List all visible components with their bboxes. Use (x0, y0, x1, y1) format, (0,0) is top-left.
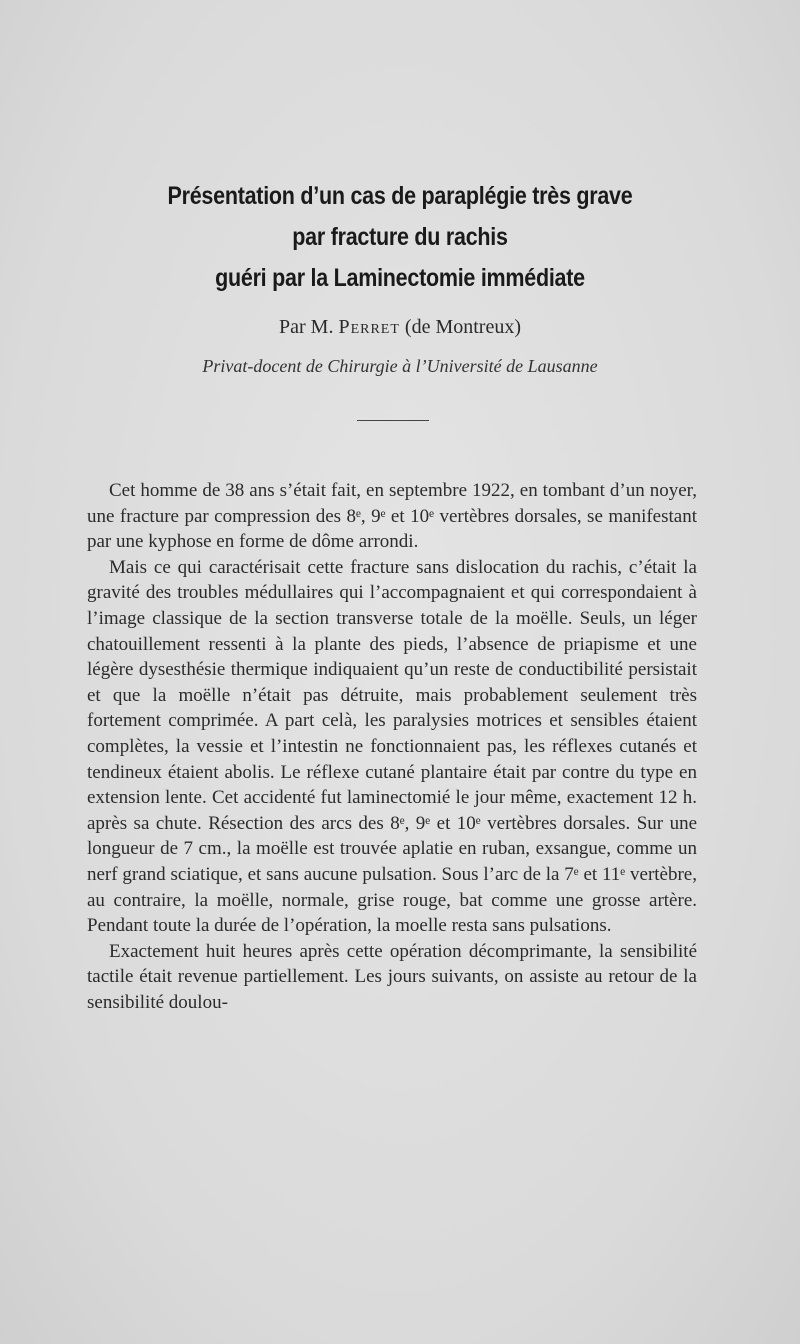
title-line-1: Présentation d’un cas de paraplégie très grave (167, 182, 633, 210)
author-suffix: (de Montreux) (399, 316, 521, 338)
paragraph-3: Exactement huit heures après cette opération décomprimante, la sensibilité tactile était revenue partiellement. Les jours suivants, on assiste au retour de la sensibilité doulou- (87, 940, 697, 1013)
paragraph-2: Mais ce qui caractérisait cette fracture sans dislocation du rachis, c’était la gravité des troubles médullaires qui l’accompagnaient et qui correspondaient à l’image classique de la section transverse totale de la moëlle. Seuls, un léger chatouillement ressenti à la plante des pieds, l’absence de priapisme et une légère dysesthésie thermique indiquaient qu’un reste de conductibilité persistait et que la moëlle n’était pas détruite, mais probablement seulement très fortement comprimée. A part celà, les paralysies motrices et sensibles étaient complètes, la vessie et l’intestin ne fonctionnaient pas, les réflexes cutanés et tendineux étaient abolis. Le réflexe cutané plantaire était par contre du type en extension lente. Cet accidenté fut laminectomié le jour même, exactement 12 h. après sa chute. Résection des arcs des 8ᵉ, 9ᵉ et 10ᵉ vertèbres dorsales. Sur une longueur de 7 cm., la moëlle est trouvée aplatie en ruban, exsangue, comme un nerf grand sciatique, et sans aucune pulsation. Sous l’arc de la 7ᵉ et 11ᵉ vertèbre, au contraire, la moëlle, normale, grise rouge, bat comme une grosse artère. Pendant toute la durée de l’opération, la moelle resta sans pulsations. (87, 556, 697, 937)
title-line-3: guéri par la Laminectomie immédiate (215, 264, 585, 292)
author-name: Perret (338, 316, 400, 338)
author-line (40, 316, 760, 339)
article-body (87, 478, 697, 1015)
separator-rule (357, 420, 429, 421)
author-affiliation: Privat-docent de Chirurgie à l’Université de Lausanne (202, 356, 598, 376)
paragraph-1: Cet homme de 38 ans s’était fait, en septembre 1922, en tombant d’un noyer, une fracture par compression des 8ᵉ, 9ᵉ et 10ᵉ vertèbres dorsales, se manifestant par une kyphose en forme de dôme arrondi. (87, 480, 697, 553)
author-prefix: Par M. (279, 316, 339, 338)
title-line-2: par fracture du rachis (292, 223, 508, 251)
